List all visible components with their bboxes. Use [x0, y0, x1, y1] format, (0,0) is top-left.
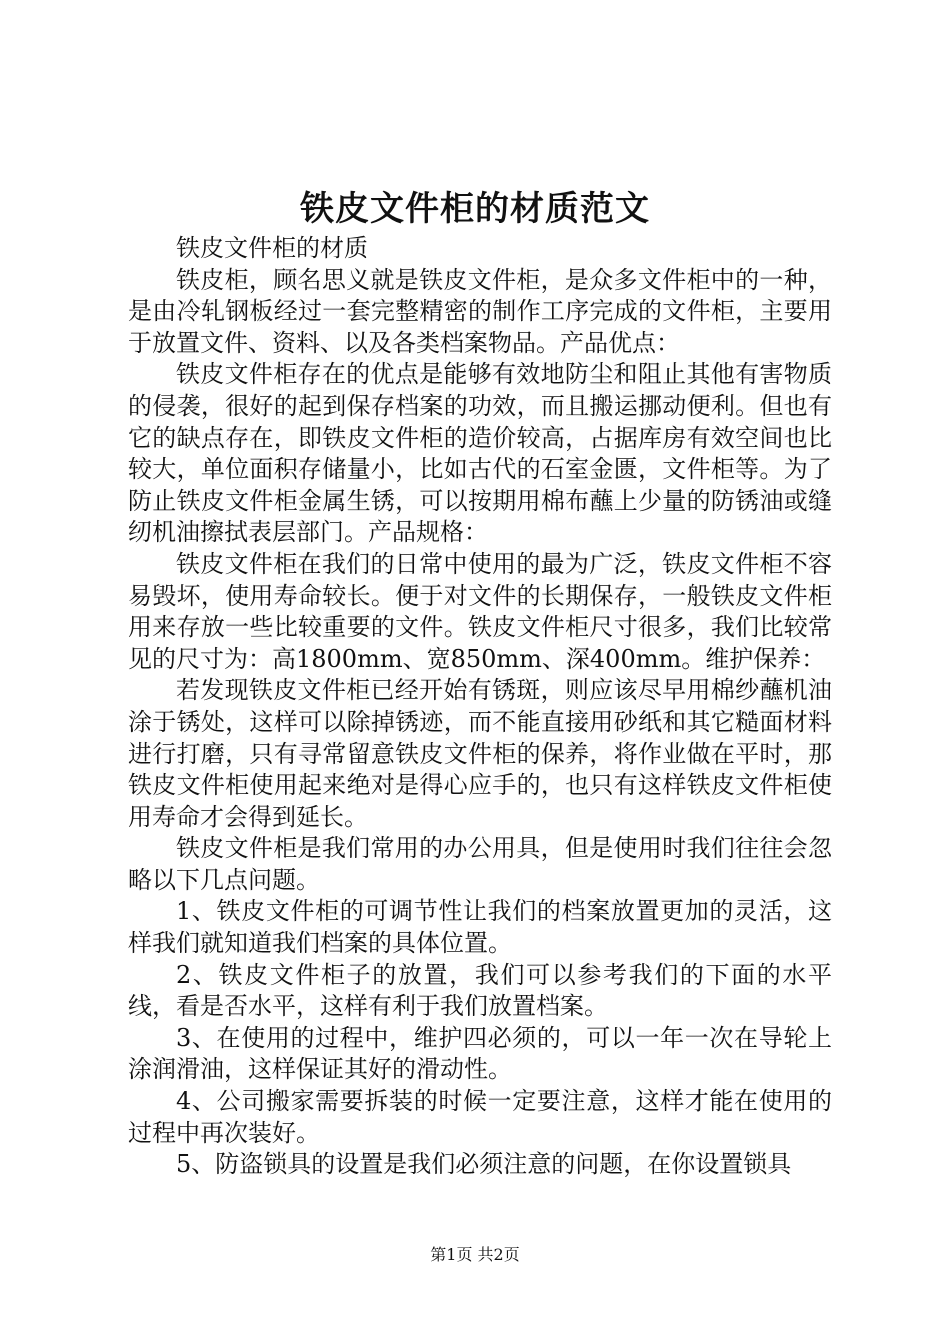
paragraph: 铁皮文件柜在我们的日常中使用的最为广泛，铁皮文件柜不容易毁坏，使用寿命较长。便于对文件的长期保存，一般铁皮文件柜用来存放一些比较重要的文件。铁皮文件柜尺寸很多，我们比较常见的尺寸为：高1800mm、宽850mm、深400mm。维护保养： [128, 549, 832, 673]
paragraph: 铁皮文件柜存在的优点是能够有效地防尘和阻止其他有害物质的侵袭，很好的起到保存档案的功效，而且搬运挪动便利。但也有它的缺点存在，即铁皮文件柜的造价较高，占据库房有效空间也比较大，单位面积存储量小，比如古代的石室金匮，文件柜等。为了防止铁皮文件柜金属生锈，可以按期用棉布蘸上少量的防锈油或缝纫机油擦拭表层部门。产品规格： [128, 360, 832, 547]
paragraph: 铁皮文件柜是我们常用的办公用具，但是使用时我们往往会忽略以下几点问题。 [128, 834, 832, 894]
list-item: 4、公司搬家需要拆装的时候一定要注意，这样才能在使用的过程中再次装好。 [128, 1087, 832, 1147]
list-item: 5、防盗锁具的设置是我们必须注意的问题，在你设置锁具 [176, 1150, 792, 1179]
list-item: 2、铁皮文件柜子的放置，我们可以参考我们的下面的水平线，看是否水平，这样有利于我们放置档案。 [128, 960, 832, 1021]
document-title: 铁皮文件柜的材质范文 [300, 189, 650, 229]
paragraph-subtitle: 铁皮文件柜的材质 [176, 234, 368, 262]
paragraph: 若发现铁皮文件柜已经开始有锈斑，则应该尽早用棉纱蘸机油涂于锈处，这样可以除掉锈迹，而不能直接用砂纸和其它糙面材料进行打磨，只有寻常留意铁皮文件柜的保养，将作业做在平时，那铁皮文件柜使用起来绝对是得心应手的，也只有这样铁皮文件柜使用寿命才会得到延长。 [128, 676, 832, 831]
paragraph: 铁皮柜，顾名思义就是铁皮文件柜，是众多文件柜中的一种，是由冷轧钢板经过一套完整精密的制作工序完成的文件柜，主要用于放置文件、资料、以及各类档案物品。产品优点： [128, 265, 832, 357]
document-body [128, 233, 832, 1181]
list-item: 3、在使用的过程中，维护四必须的，可以一年一次在导轮上涂润滑油，这样保证其好的滑动性。 [128, 1023, 832, 1084]
list-item: 1、铁皮文件柜的可调节性让我们的档案放置更加的灵活，这样我们就知道我们档案的具体位置。 [128, 897, 832, 958]
page-footer: 第1页 共2页 [430, 1245, 520, 1264]
